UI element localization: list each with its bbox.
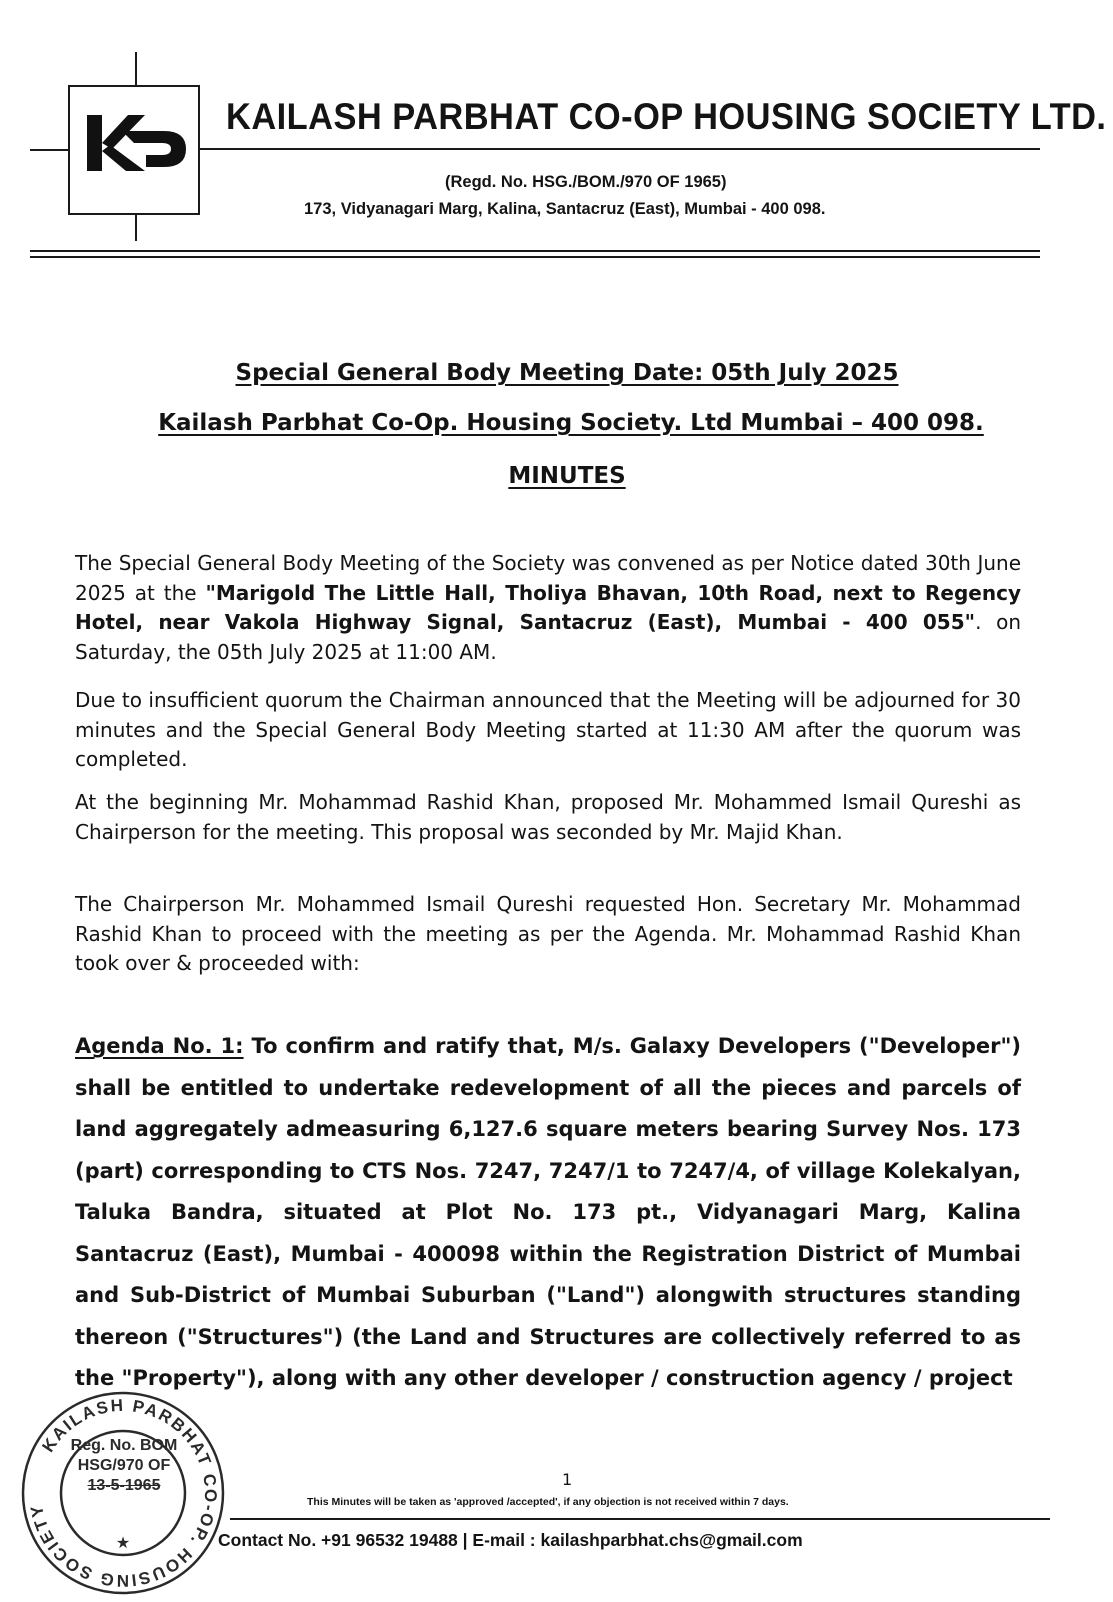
society-heading: Kailash Parbhat Co-Op. Housing Society. Ltd Mumbai – 400 098. xyxy=(158,410,984,436)
header-divider-1 xyxy=(30,250,1040,252)
paragraph-chairperson: At the beginning Mr. Mohammad Rashid Khan, proposed Mr. Mohammed Ismail Qureshi as Chairperson for the meeting. This proposal was seconded by Mr. Majid Khan. xyxy=(75,790,1021,844)
footer-rule xyxy=(230,1518,1050,1520)
registration-number: (Regd. No. HSG./BOM./970 OF 1965) xyxy=(445,173,727,191)
logo-crosshair-left xyxy=(30,149,68,151)
society-name: KAILASH PARBHAT CO-OP HOUSING SOCIETY LTD. xyxy=(226,96,1107,137)
contact-info: Contact No. +91 96532 19488 | E-mail : kailashparbhat.chs@gmail.com xyxy=(218,1530,803,1550)
society-stamp xyxy=(8,1388,238,1598)
convened-text: The Special General Body Meeting of the Society was convened as per Notice dated 30th June 2025 at the xyxy=(75,551,1021,605)
stamp-inner-text xyxy=(60,1436,188,1496)
stamp-hsg-line: HSG/970 OF xyxy=(77,1457,171,1474)
svg-text:★: ★ xyxy=(115,1533,131,1552)
agenda-label: Agenda No. 1: xyxy=(75,1034,244,1058)
paragraph-proceed: The Chairperson Mr. Mohammed Ismail Qureshi requested Hon. Secretary Mr. Mohammad Rashid Khan to proceed with the meeting as per the Agenda. Mr. Mohammad Rashid Khan took over & proceeded with: xyxy=(75,892,1021,975)
header-divider-2 xyxy=(30,256,1040,258)
kp-logo-icon xyxy=(70,87,198,213)
paragraph-quorum: Due to insufficient quorum the Chairman announced that the Meeting will be adjourned for 30 minutes and the Special General Body Meeting started at 11:30 AM after the quorum was completed. xyxy=(75,688,1021,771)
stamp-date-line: 13-5-1965 xyxy=(87,1477,161,1494)
agenda-text: To confirm and ratify that, M/s. Galaxy Developers ("Developer") shall be entitled to undertake redevelopment of all the pieces and parcels of land aggregately admeasuring 6,127.6 square meters bearing Survey Nos. 173 (part) corresponding to CTS Nos. 7247, 7247/1 to 7247/4, of village Kolekalyan, Taluka Bandra, situated at Plot No. 173 pt., Vidyanagari Marg, Kalina Santacruz (East), Mumbai - 400098 within the Registration District of Mumbai and Sub-District of Mumbai Suburban ("Land") alongwith structures standing thereon ("Structures") (the Land and Structures are collectively referred to as the "Property"), along with any other developer / construction agency / project xyxy=(75,1034,1021,1390)
stamp-reg-line: Reg. No. BOM xyxy=(70,1437,178,1454)
approval-note: This Minutes will be taken as 'approved /accepted', if any objection is not received within 7 days. xyxy=(307,1496,789,1508)
logo-crosshair-top xyxy=(135,52,137,85)
page-number: 1 xyxy=(562,1470,573,1489)
header-rule xyxy=(200,148,1040,150)
venue-text: "Marigold The Little Hall, Tholiya Bhavan, 10th Road, next to Regency Hotel, near Vakola Highway Signal, Santacruz (East), Mumbai - 400 055" xyxy=(75,580,1022,634)
society-logo xyxy=(68,85,200,215)
svg-text:KAILASH PARBHAT CO-OP. HOUSING: KAILASH PARBHAT CO-OP. HOUSING SOCIETY xyxy=(26,1395,221,1591)
meeting-time-text: . on Saturday, the 05th July 2025 at 11:00 AM. xyxy=(75,610,1021,664)
agenda-item-1 xyxy=(75,1026,1021,1400)
logo-crosshair-bottom xyxy=(135,215,137,241)
minutes-heading: MINUTES xyxy=(508,463,626,489)
paragraph-convened xyxy=(75,549,1021,667)
society-address: 173, Vidyanagari Marg, Kalina, Santacruz (East), Mumbai - 400 098. xyxy=(304,200,826,218)
meeting-title: Special General Body Meeting Date: 05th July 2025 xyxy=(235,360,899,386)
